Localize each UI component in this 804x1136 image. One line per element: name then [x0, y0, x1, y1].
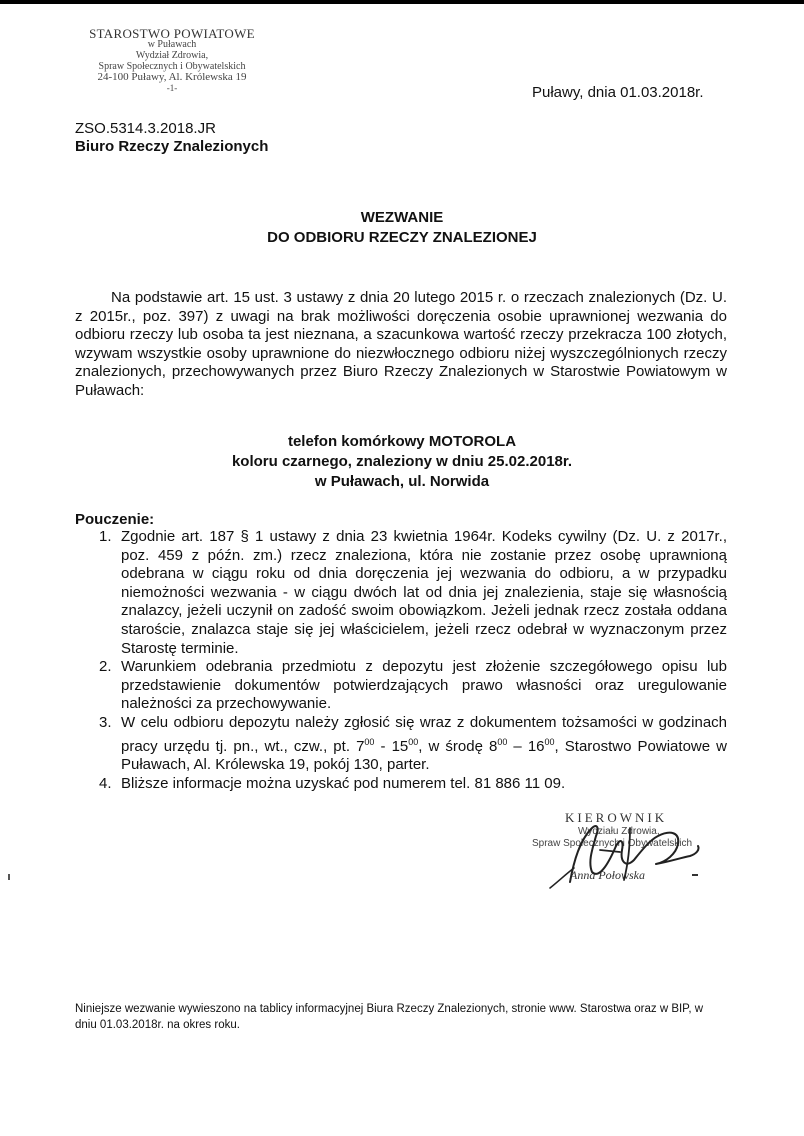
instructions-list: [75, 528, 727, 793]
signature-stamp-name: Anna Połowska: [570, 868, 645, 882]
signature-stamp-line-2: Wydziału Zdrowia,: [578, 826, 660, 837]
footer-note: Niniejsze wezwanie wywieszono na tablicy informacyjnej Biura Rzeczy Znalezionych, stronie www. Starostwa oraz w BIP, w dniu 01.03.2018r. na okres roku.: [75, 1003, 704, 1031]
stamp-line-4: Spraw Społecznych i Obywatelskich: [98, 61, 246, 72]
list-item: [75, 714, 727, 775]
list-item-text: Zgodnie art. 187 § 1 ustawy z dnia 23 kwietnia 1964r. Kodeks cywilny (Dz. U. z 2017r., poz. 459 z późn. zm.) rzecz znaleziona, która nie zostanie przez osobę uprawnioną odebrana w ciągu roku od dnia doręczenia jej wezwania do odbioru, a w przypadku niemożności wezwania - w ciągu dwóch lat od dnia jej znalezienia, staje się własnością znalazcy, jeżeli uczynił on zadość swoim obowiązkom. Jeżeli jednak rzecz została oddana staroście, znalazca staje się jej właścicielem, jeżeli rzecz odebrał w wyznaczonym przez Starostę terminie.: [121, 528, 727, 657]
intro-paragraph: Na podstawie art. 15 ust. 3 ustawy z dnia 20 lutego 2015 r. o rzeczach znalezionych (Dz. U. z 2015r., poz. 397) z uwagi na brak możliwości doręczenia osobie uprawnionej wezwania do odbioru rzeczy lub osoba ta jest nieznana, a szacunkowa wartość rzeczy przekracza 100 złotych, wzywam wszystkie osoby uprawnione do niezwłocznego odbioru niżej wyszczególnionych rzeczy znalezionych, przechowywanych przez Biuro Rzeczy Znalezionych w Starostwie Powiatowym w Puławach:: [75, 289, 727, 399]
document-title: WEZWANIE: [360, 209, 444, 226]
list-item-number: 3.: [99, 713, 112, 731]
signature-stamp-title: KIEROWNIK: [565, 810, 668, 825]
signature-dash: [692, 874, 698, 876]
scan-speck: [8, 874, 10, 880]
signature-stamp-line-3: Spraw Społecznych i Obywatelskich: [532, 838, 693, 849]
office-stamp: [72, 28, 272, 94]
list-item-text: W celu odbioru depozytu należy zgłosić się wraz z dokumentem tożsamości w godzinach pracy urzędu tj. pn., wt., czw., pt. $7^{00} - 15^{00}$, w środę $8^{00} - 16^{00}$, Starostwo Powiatowe w Puławach, Al. Królewska 19, pokój 130, parter.: [121, 713, 727, 774]
stamp-line-1: STAROSTWO POWIATOWE: [89, 26, 255, 41]
stamp-line-3: Wydział Zdrowia,: [135, 50, 209, 61]
stamp-line-5: 24-100 Puławy, Al. Królewska 19: [97, 71, 247, 83]
list-item-number: 2.: [99, 658, 112, 676]
found-item-line-3: w Puławach, ul. Norwida: [314, 473, 490, 490]
found-item-line-2: koloru czarnego, znaleziony w dniu 25.02.2018r.: [231, 453, 573, 470]
list-item-number: 4.: [99, 774, 112, 792]
list-item: [75, 658, 727, 714]
reference-number: ZSO.5314.3.2018.JR: [75, 120, 216, 137]
list-item: [75, 775, 727, 794]
list-item-number: 1.: [99, 528, 112, 545]
stamp-line-6: -1-: [166, 83, 178, 93]
document-subtitle: DO ODBIORU RZECZY ZNALEZIONEJ: [267, 229, 537, 246]
instructions-heading: Pouczenie:: [75, 511, 155, 528]
top-border-line: [0, 0, 804, 4]
office-name: Biuro Rzeczy Znalezionych: [75, 138, 269, 155]
stamp-line-2: w Puławach: [147, 39, 197, 50]
handwritten-signature: [530, 810, 720, 890]
list-item: [75, 528, 727, 658]
list-item-text: Warunkiem odebrania przedmiotu z depozytu jest złożenie szczegółowego opisu lub przedstawienie dokumentów potwierdzających prawo własności oraz uregulowanie należności za przechowywanie.: [121, 658, 727, 713]
list-item-text: Bliższe informacje można uzyskać pod numerem tel. 81 886 11 09.: [121, 774, 566, 792]
found-item-line-1: telefon komórkowy MOTOROLA: [287, 433, 517, 450]
place-date: Puławy, dnia 01.03.2018r.: [532, 84, 704, 101]
